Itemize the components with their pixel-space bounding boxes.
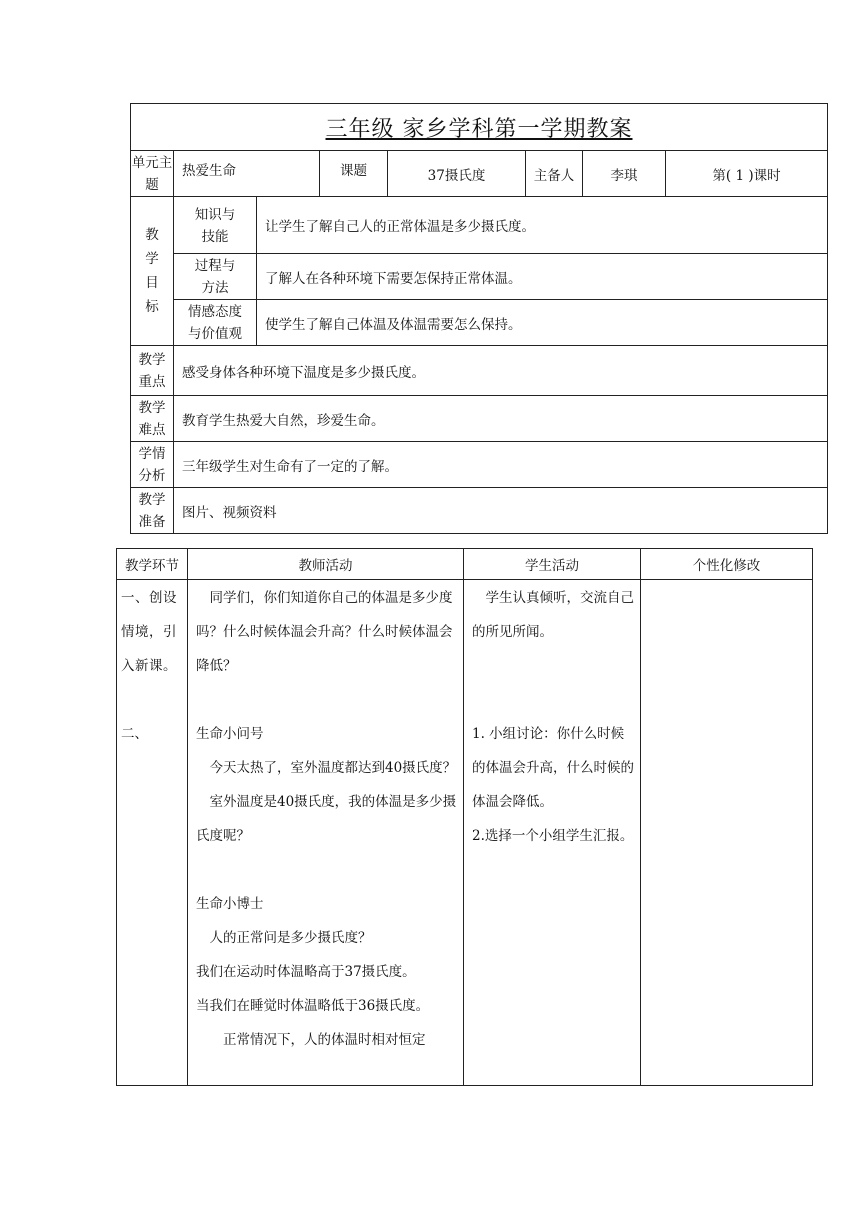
goals-label <box>131 197 174 346</box>
teacher-line: 当我们在睡觉时体温略低于36摄氏度。 <box>196 998 430 1014</box>
goal-label-text: 过程与方法 <box>194 258 236 296</box>
header-teacher: 教师活动 <box>188 549 464 580</box>
header-personal: 个性化修改 <box>641 549 813 580</box>
preparation-text: 图片、视频资料 <box>174 488 828 534</box>
teacher-heading-2: 生命小博士 <box>196 896 264 912</box>
row-label-text: 教学难点 <box>138 400 166 438</box>
goals-label-text: 教学目标 <box>145 227 159 315</box>
key-points-label <box>131 346 174 396</box>
topic-label: 课题 <box>320 151 388 197</box>
student-line: 学生认真倾听，交流自己的所见所闻。 <box>472 590 634 640</box>
goal-text-knowledge: 让学生了解自己人的正常体温是多少摄氏度。 <box>257 197 828 254</box>
teacher-line: 我们在运动时体温略高于37摄氏度。 <box>196 964 416 980</box>
row-label-text: 学情分析 <box>138 446 166 484</box>
stage-1: 一、创设情境，引入新课。 <box>121 590 177 674</box>
personal-column <box>641 580 813 1086</box>
goal-label-emotion <box>174 300 257 346</box>
difficulties-text: 教育学生热爱大自然，珍爱生命。 <box>174 396 828 442</box>
topic-value: 37摄氏度 <box>388 151 526 197</box>
analysis-label <box>131 442 174 488</box>
lesson-plan-table <box>130 103 828 534</box>
page-title: 三年级 家乡学科第一学期教案 <box>131 104 828 151</box>
student-column <box>464 580 641 1086</box>
lead-value: 李琪 <box>583 151 666 197</box>
header-stage: 教学环节 <box>117 549 188 580</box>
student-line: 2.选择一个小组学生汇报。 <box>472 828 634 844</box>
preparation-label <box>131 488 174 534</box>
stage-2: 二、 <box>121 726 148 742</box>
teacher-line: 今天太热了，室外温度都达到40摄氏度？ <box>209 760 457 776</box>
unit-value: 热爱生命 <box>174 151 320 197</box>
teaching-process-table <box>116 548 813 1086</box>
difficulties-label <box>131 396 174 442</box>
lesson-number: 第( 1 )课时 <box>666 151 828 197</box>
goal-text-emotion: 使学生了解自己体温及体温需要怎么保持。 <box>257 300 828 346</box>
goal-label-process <box>174 254 257 300</box>
teacher-column <box>188 580 464 1086</box>
student-line: 1. 小组讨论：你什么时候的体温会升高，什么时候的体温会降低。 <box>472 726 634 810</box>
lead-label: 主备人 <box>526 151 583 197</box>
teacher-line: 人的正常问是多少摄氏度？ <box>209 930 372 946</box>
goal-label-text: 知识与技能 <box>194 206 236 245</box>
stage-column <box>117 580 188 1086</box>
header-student: 学生活动 <box>464 549 641 580</box>
goal-label-text: 情感态度与价值观 <box>188 304 242 342</box>
teacher-line: 室外温度是40摄氏度，我的体温是多少摄氏度呢？ <box>196 794 457 844</box>
teacher-heading-1: 生命小问号 <box>196 726 264 742</box>
unit-label: 单元主题 <box>131 151 174 197</box>
analysis-text: 三年级学生对生命有了一定的了解。 <box>174 442 828 488</box>
key-points-text: 感受身体各种环境下温度是多少摄氏度。 <box>174 346 828 396</box>
row-label-text: 教学准备 <box>138 492 166 530</box>
goal-label-knowledge <box>174 197 257 254</box>
row-label-text: 教学重点 <box>138 352 166 390</box>
teacher-intro: 同学们，你们知道你自己的体温是多少度吗？什么时候体温会升高？什么时候体温会降低？ <box>196 590 453 674</box>
teacher-line: 正常情况下，人的体温时相对恒定 <box>223 1032 426 1048</box>
goal-text-process: 了解人在各种环境下需要怎保持正常体温。 <box>257 254 828 300</box>
